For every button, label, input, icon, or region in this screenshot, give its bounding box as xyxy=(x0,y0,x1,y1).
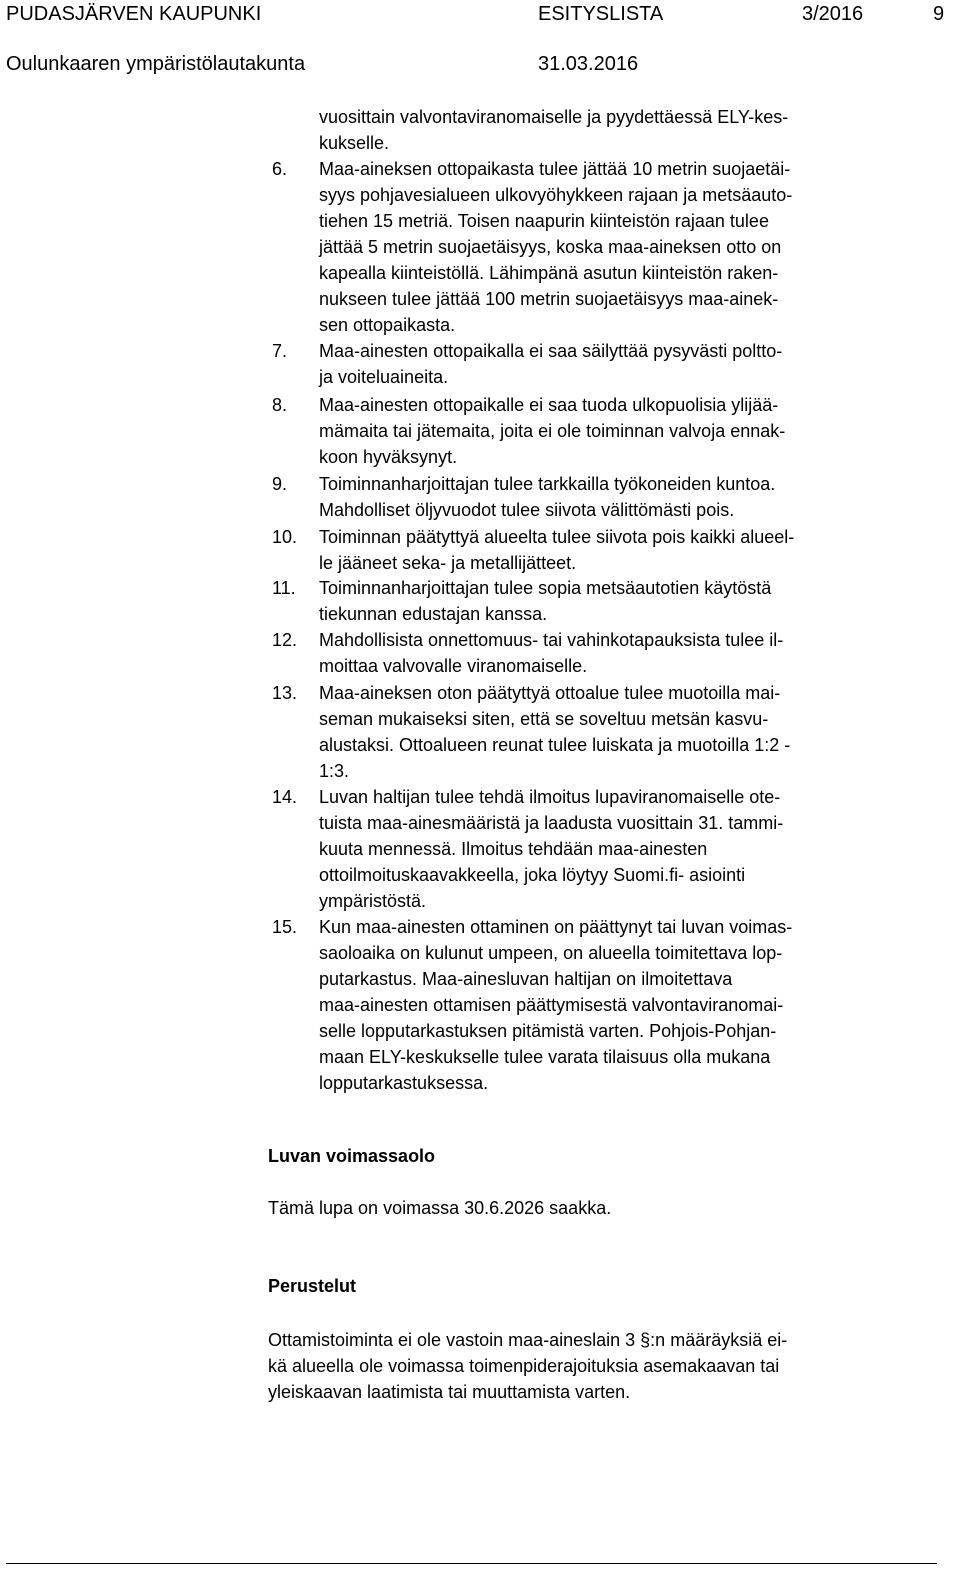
list-item-number: 8. xyxy=(272,395,288,415)
header-document-type: ESITYSLISTA xyxy=(538,3,664,25)
list-item-text: Kun maa-ainesten ottaminen on päättynyt tai luvan voimas- saoloaika on kulunut umpeen, on alueella toimitettava lop- putarkastus. Maa-ainesluvan haltijan on ilmoitettava maa-ainesten ottamisen päättymisestä valvontaviranomai- selle lopputarkastuksen pitämistä varten. Pohjois-Pohjan- maan ELY-keskukselle tulee varata tilaisuus olla mukana lopputarkastuksessa. xyxy=(319,917,793,1093)
header-date: 31.03.2016 xyxy=(538,53,639,75)
list-item-text: Maa-ainesten ottopaikalla ei saa säilyttää pysyvästi poltto- ja voiteluaineita. xyxy=(319,341,783,387)
list-item-text: Luvan haltijan tulee tehdä ilmoitus lupaviranomaiselle ote- tuista maa-ainesmääristä ja laadusta vuosittain 31. tammi- kuuta mennessä. Ilmoitus tehdään maa-ainesten ottoilmoituskaavakkeella, joka löytyy Suomi.fi- asiointi ympäristöstä. xyxy=(319,787,784,911)
validity-text: Tämä lupa on voimassa 30.6.2026 saakka. xyxy=(268,1198,612,1218)
list-item-text: Maa-aineksen ottopaikasta tulee jättää 10 metrin suojaetäi- syys pohjavesialueen ulkovyöhykkeen rajaan ja metsäauto- tiehen 15 metriä. Toisen naapurin kiinteistön rajaan tulee jättää 5 metrin suojaetäisyys, koska maa-aineksen otto on kapealla kiinteistöllä. Lähimpänä asutun kiinteistön raken- nukseen tulee jättää 100 metrin suojaetäisyys maa-ainek- sen ottopaikasta. xyxy=(319,159,793,335)
section-heading-validity: Luvan voimassaolo xyxy=(268,1146,436,1166)
list-item-number: 7. xyxy=(272,341,288,361)
grounds-text: Ottamistoiminta ei ole vastoin maa-aineslain 3 §:n määräyksiä ei- kä alueella ole voimassa toimenpiderajoituksia asemakaavan tai yleiskaavan laatimista tai muuttamista varten. xyxy=(268,1330,788,1402)
footer-rule xyxy=(6,1563,937,1564)
header-page-number: 9 xyxy=(933,3,945,25)
list-item-number: 10. xyxy=(272,527,298,547)
list-item-text: Toiminnanharjoittajan tulee tarkkailla työkoneiden kuntoa. Mahdolliset öljyvuodot tulee siivota välittömästi pois. xyxy=(319,474,776,520)
list-item-number: 9. xyxy=(272,474,288,494)
list-item-number: 15. xyxy=(272,917,298,937)
list-item-number: 11. xyxy=(272,578,296,598)
section-heading-grounds: Perustelut xyxy=(268,1276,357,1296)
list-item-text: Toiminnanharjoittajan tulee sopia metsäautotien käytöstä tiekunnan edustajan kanssa. xyxy=(319,578,772,624)
list-item-text: Maa-aineksen oton päätyttyä ottoalue tulee muotoilla mai- seman mukaiseksi siten, että se soveltuu metsän kasvu- alustaksi. Ottoalueen reunat tulee luiskata ja muotoilla 1:2 - 1:3. xyxy=(319,683,791,781)
header-committee: Oulunkaaren ympäristölautakunta xyxy=(6,53,306,75)
list-item-text: Maa-ainesten ottopaikalle ei saa tuoda ulkopuolisia ylijää- mämaita tai jätemaita, joita ei ole toiminnan valvoja ennak- koon hyväksynyt. xyxy=(319,395,786,467)
list-item-number: 14. xyxy=(272,787,298,807)
conditions-intro: vuosittain valvontaviranomaiselle ja pyydettäessä ELY-kes- kukselle. xyxy=(319,107,789,153)
list-item-number: 12. xyxy=(272,630,298,650)
header-agenda-number: 3/2016 xyxy=(802,3,864,25)
list-item-text: Toiminnan päätyttyä alueelta tulee siivota pois kaikki alueel- le jääneet seka- ja metallijätteet. xyxy=(319,527,795,573)
list-item-number: 13. xyxy=(272,683,298,703)
list-item-number: 6. xyxy=(272,159,288,179)
list-item-text: Mahdollisista onnettomuus- tai vahinkotapauksista tulee il- moittaa valvovalle viranomaiselle. xyxy=(319,630,784,676)
header-organization: PUDASJÄRVEN KAUPUNKI xyxy=(6,3,262,25)
